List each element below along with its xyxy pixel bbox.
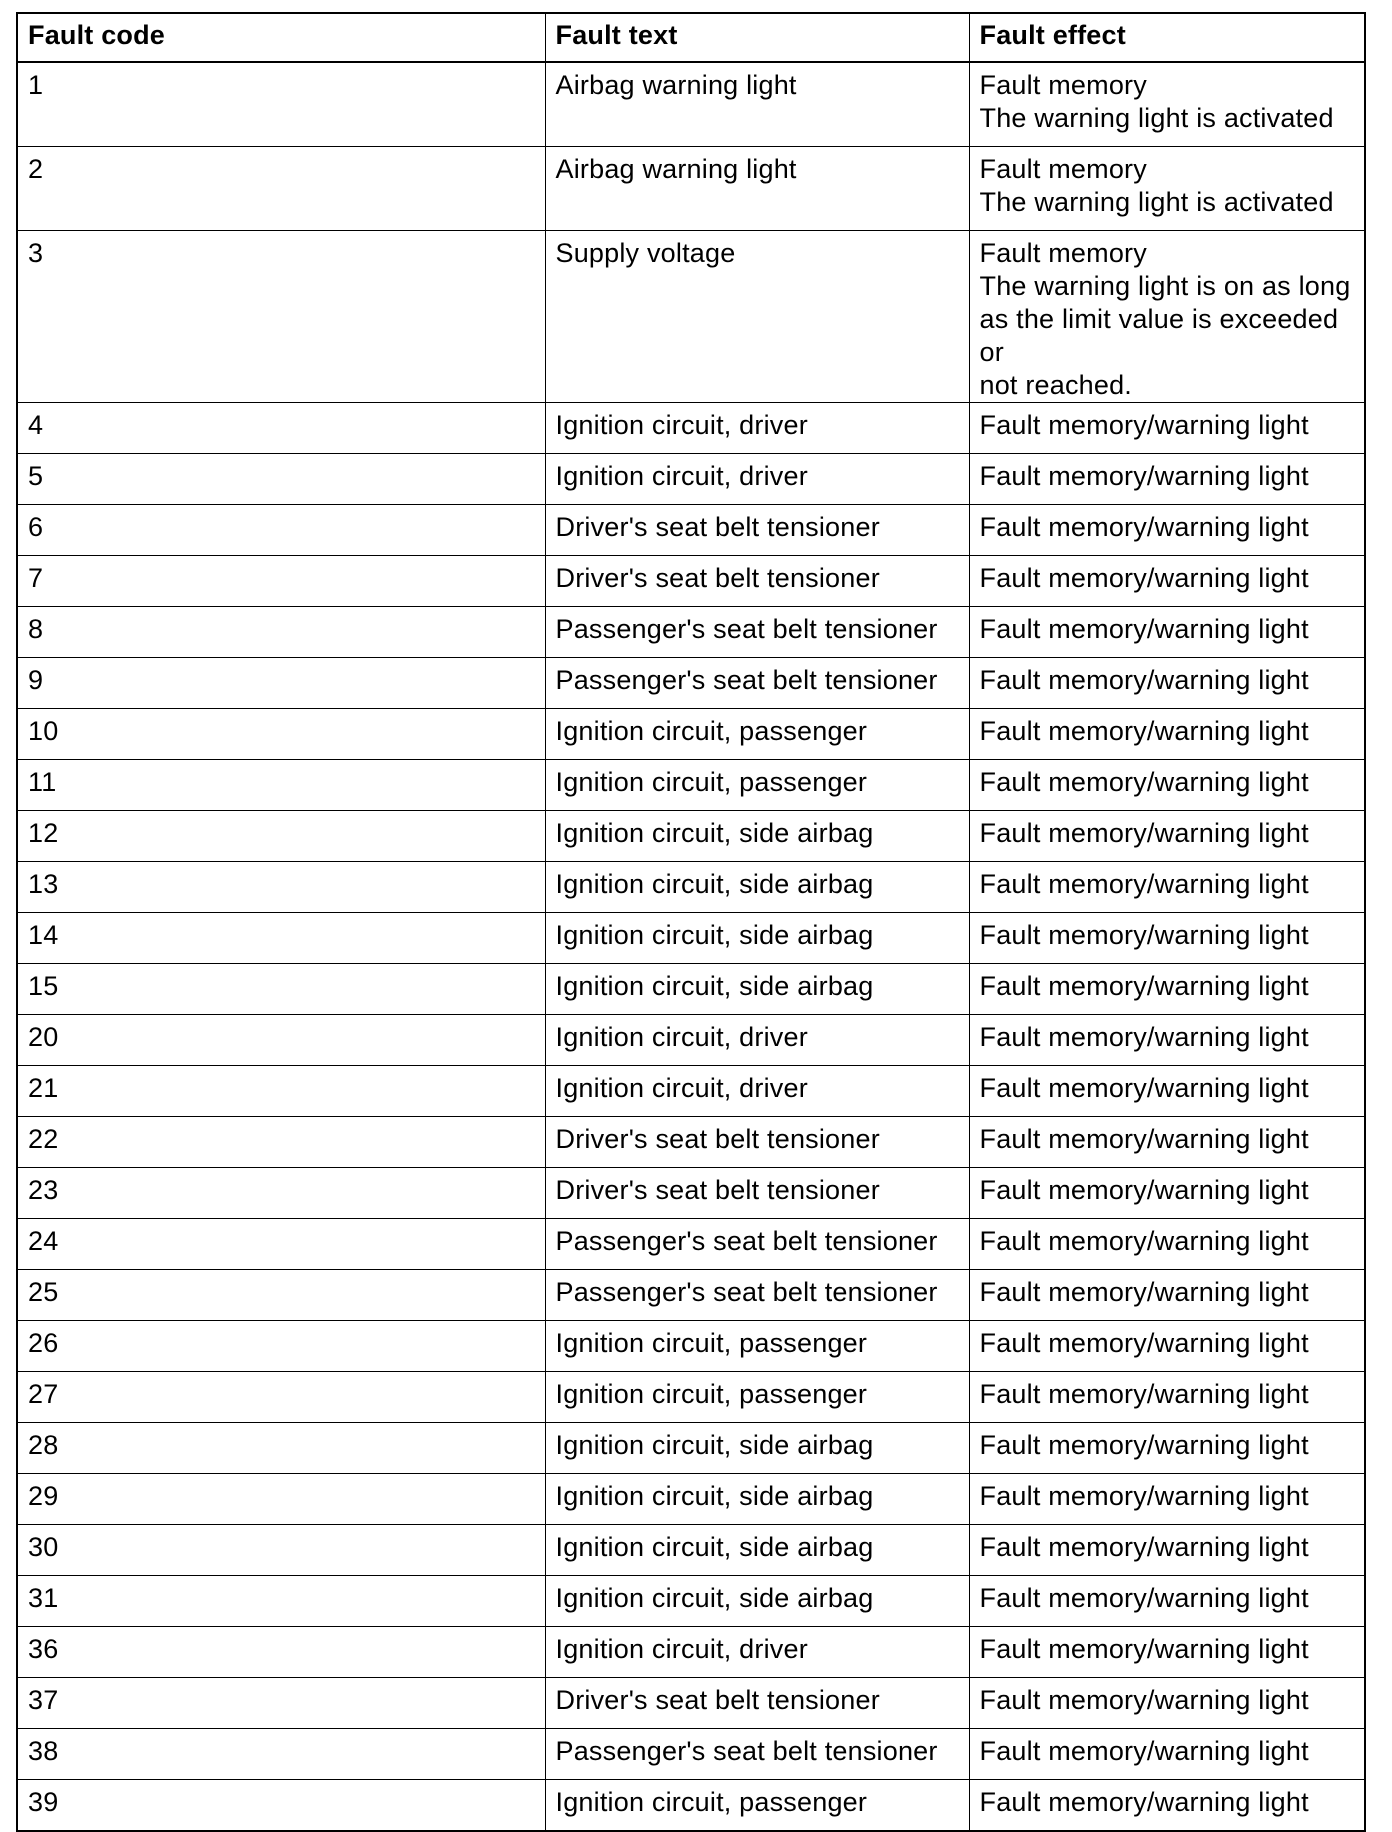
- fault-effect-line: Fault memory: [979, 70, 1147, 100]
- fault-text-cell: Ignition circuit, side airbag: [545, 811, 969, 862]
- fault-effect-line: not reached.: [979, 370, 1133, 400]
- fault-code-cell: 10: [17, 709, 545, 760]
- fault-effect-cell: [969, 1780, 1365, 1832]
- fault-effect-cell: [969, 913, 1365, 964]
- fault-code-cell: 38: [17, 1729, 545, 1780]
- fault-effect-line: Fault memory/warning light: [979, 767, 1309, 797]
- fault-effect-cell: [969, 505, 1365, 556]
- fault-effect-cell: [969, 1576, 1365, 1627]
- fault-effect-line: Fault memory/warning light: [979, 869, 1309, 899]
- fault-effect-cell: [969, 607, 1365, 658]
- fault-code-table: [16, 12, 1366, 1832]
- fault-effect-line: Fault memory/warning light: [979, 1787, 1309, 1817]
- fault-effect-cell: [969, 1321, 1365, 1372]
- fault-text-cell: Ignition circuit, driver: [545, 403, 969, 454]
- fault-effect-cell: [969, 231, 1365, 403]
- fault-text-cell: Ignition circuit, passenger: [545, 1780, 969, 1832]
- fault-text-cell: Ignition circuit, side airbag: [545, 913, 969, 964]
- fault-code-cell: 8: [17, 607, 545, 658]
- fault-text-cell: Supply voltage: [545, 231, 969, 403]
- fault-text-cell: Airbag warning light: [545, 62, 969, 147]
- fault-effect-cell: [969, 658, 1365, 709]
- table-row: [17, 556, 1365, 607]
- fault-code-cell: 2: [17, 147, 545, 231]
- fault-code-cell: 11: [17, 760, 545, 811]
- table-row: [17, 1219, 1365, 1270]
- fault-code-cell: 25: [17, 1270, 545, 1321]
- fault-effect-line: Fault memory/warning light: [979, 512, 1309, 542]
- fault-text-cell: Ignition circuit, passenger: [545, 1372, 969, 1423]
- table-row: [17, 231, 1365, 403]
- table-row: [17, 1729, 1365, 1780]
- table-row: [17, 403, 1365, 454]
- fault-effect-line: Fault memory: [979, 238, 1147, 268]
- fault-effect-line: The warning light is activated: [979, 187, 1334, 217]
- table-row: [17, 658, 1365, 709]
- table-row: [17, 1627, 1365, 1678]
- fault-code-cell: 26: [17, 1321, 545, 1372]
- fault-effect-line: The warning light is on as long: [979, 271, 1351, 301]
- fault-effect-line: Fault memory/warning light: [979, 1277, 1309, 1307]
- table-row: [17, 913, 1365, 964]
- fault-effect-line: Fault memory/warning light: [979, 563, 1309, 593]
- fault-effect-cell: [969, 811, 1365, 862]
- fault-effect-line: as the limit value is exceeded or: [979, 304, 1339, 367]
- fault-code-cell: 14: [17, 913, 545, 964]
- fault-effect-cell: [969, 1474, 1365, 1525]
- table-row: [17, 964, 1365, 1015]
- fault-text-cell: Ignition circuit, driver: [545, 1015, 969, 1066]
- fault-code-cell: 31: [17, 1576, 545, 1627]
- fault-code-cell: 4: [17, 403, 545, 454]
- table-row: [17, 62, 1365, 147]
- fault-text-cell: Ignition circuit, side airbag: [545, 862, 969, 913]
- fault-effect-cell: [969, 1729, 1365, 1780]
- fault-effect-cell: [969, 862, 1365, 913]
- table-row: [17, 1474, 1365, 1525]
- fault-effect-cell: [969, 1423, 1365, 1474]
- fault-code-cell: 12: [17, 811, 545, 862]
- fault-effect-line: Fault memory/warning light: [979, 1481, 1309, 1511]
- fault-effect-line: Fault memory/warning light: [979, 614, 1309, 644]
- fault-effect-line: Fault memory/warning light: [979, 665, 1309, 695]
- table-row: [17, 760, 1365, 811]
- fault-effect-line: Fault memory/warning light: [979, 1175, 1309, 1205]
- table-row: [17, 607, 1365, 658]
- fault-effect-line: Fault memory/warning light: [979, 1073, 1309, 1103]
- header-fault-code: Fault code: [17, 13, 545, 62]
- fault-code-cell: 1: [17, 62, 545, 147]
- fault-effect-cell: [969, 1627, 1365, 1678]
- fault-text-cell: Ignition circuit, passenger: [545, 709, 969, 760]
- fault-effect-cell: [969, 403, 1365, 454]
- table-row: [17, 147, 1365, 231]
- table-row: [17, 1780, 1365, 1832]
- fault-text-cell: Driver's seat belt tensioner: [545, 1168, 969, 1219]
- fault-effect-line: The warning light is activated: [979, 103, 1334, 133]
- fault-effect-cell: [969, 1372, 1365, 1423]
- fault-effect-line: Fault memory/warning light: [979, 1226, 1309, 1256]
- fault-effect-line: Fault memory/warning light: [979, 1430, 1309, 1460]
- fault-effect-cell: [969, 1066, 1365, 1117]
- fault-text-cell: Ignition circuit, driver: [545, 454, 969, 505]
- fault-code-cell: 22: [17, 1117, 545, 1168]
- fault-effect-cell: [969, 556, 1365, 607]
- table-row: [17, 1168, 1365, 1219]
- fault-code-cell: 27: [17, 1372, 545, 1423]
- table-row: [17, 1678, 1365, 1729]
- fault-effect-line: Fault memory/warning light: [979, 920, 1309, 950]
- fault-text-cell: Driver's seat belt tensioner: [545, 1678, 969, 1729]
- fault-text-cell: Ignition circuit, passenger: [545, 1321, 969, 1372]
- table-row: [17, 862, 1365, 913]
- fault-code-cell: 13: [17, 862, 545, 913]
- table-row: [17, 709, 1365, 760]
- fault-effect-cell: [969, 1219, 1365, 1270]
- fault-effect-cell: [969, 1525, 1365, 1576]
- table-row: [17, 1270, 1365, 1321]
- fault-effect-line: Fault memory: [979, 154, 1147, 184]
- fault-text-cell: Passenger's seat belt tensioner: [545, 1729, 969, 1780]
- fault-code-cell: 28: [17, 1423, 545, 1474]
- fault-code-cell: 24: [17, 1219, 545, 1270]
- fault-text-cell: Ignition circuit, driver: [545, 1066, 969, 1117]
- fault-text-cell: Ignition circuit, side airbag: [545, 1474, 969, 1525]
- fault-effect-line: Fault memory/warning light: [979, 1532, 1309, 1562]
- fault-effect-line: Fault memory/warning light: [979, 1634, 1309, 1664]
- fault-text-cell: Passenger's seat belt tensioner: [545, 1270, 969, 1321]
- fault-effect-cell: [969, 1168, 1365, 1219]
- table-row: [17, 454, 1365, 505]
- table-row: [17, 505, 1365, 556]
- fault-effect-cell: [969, 147, 1365, 231]
- fault-text-cell: Passenger's seat belt tensioner: [545, 607, 969, 658]
- fault-effect-line: Fault memory/warning light: [979, 1379, 1309, 1409]
- fault-effect-cell: [969, 709, 1365, 760]
- table-row: [17, 1117, 1365, 1168]
- table-row: [17, 1066, 1365, 1117]
- fault-effect-cell: [969, 1270, 1365, 1321]
- table-body: [17, 62, 1365, 1831]
- fault-effect-line: Fault memory/warning light: [979, 1328, 1309, 1358]
- table-header-row: [17, 13, 1365, 62]
- fault-effect-line: Fault memory/warning light: [979, 716, 1309, 746]
- fault-code-cell: 9: [17, 658, 545, 709]
- fault-text-cell: Airbag warning light: [545, 147, 969, 231]
- fault-effect-line: Fault memory/warning light: [979, 1022, 1309, 1052]
- fault-code-cell: 37: [17, 1678, 545, 1729]
- fault-effect-line: Fault memory/warning light: [979, 971, 1309, 1001]
- fault-effect-cell: [969, 1015, 1365, 1066]
- fault-effect-cell: [969, 760, 1365, 811]
- fault-text-cell: Ignition circuit, driver: [545, 1627, 969, 1678]
- fault-code-cell: 29: [17, 1474, 545, 1525]
- fault-effect-cell: [969, 62, 1365, 147]
- fault-text-cell: Driver's seat belt tensioner: [545, 505, 969, 556]
- header-fault-effect: Fault effect: [969, 13, 1365, 62]
- fault-text-cell: Driver's seat belt tensioner: [545, 1117, 969, 1168]
- fault-code-cell: 23: [17, 1168, 545, 1219]
- fault-code-cell: 15: [17, 964, 545, 1015]
- table-row: [17, 811, 1365, 862]
- table-row: [17, 1423, 1365, 1474]
- fault-text-cell: Passenger's seat belt tensioner: [545, 658, 969, 709]
- table-row: [17, 1015, 1365, 1066]
- fault-effect-line: Fault memory/warning light: [979, 461, 1309, 491]
- fault-code-cell: 39: [17, 1780, 545, 1832]
- fault-effect-cell: [969, 1678, 1365, 1729]
- table-row: [17, 1372, 1365, 1423]
- table-row: [17, 1525, 1365, 1576]
- header-fault-text: Fault text: [545, 13, 969, 62]
- fault-text-cell: Ignition circuit, passenger: [545, 760, 969, 811]
- fault-code-cell: 20: [17, 1015, 545, 1066]
- fault-effect-line: Fault memory/warning light: [979, 1583, 1309, 1613]
- fault-effect-line: Fault memory/warning light: [979, 1685, 1309, 1715]
- fault-code-cell: 5: [17, 454, 545, 505]
- fault-effect-line: Fault memory/warning light: [979, 1124, 1309, 1154]
- fault-text-cell: Ignition circuit, side airbag: [545, 1525, 969, 1576]
- fault-text-cell: Ignition circuit, side airbag: [545, 1423, 969, 1474]
- fault-effect-cell: [969, 454, 1365, 505]
- fault-text-cell: Ignition circuit, side airbag: [545, 1576, 969, 1627]
- fault-text-cell: Passenger's seat belt tensioner: [545, 1219, 969, 1270]
- fault-effect-line: Fault memory/warning light: [979, 1736, 1309, 1766]
- fault-effect-cell: [969, 1117, 1365, 1168]
- fault-effect-line: Fault memory/warning light: [979, 410, 1309, 440]
- fault-text-cell: Ignition circuit, side airbag: [545, 964, 969, 1015]
- fault-code-cell: 7: [17, 556, 545, 607]
- fault-code-cell: 3: [17, 231, 545, 403]
- fault-effect-line: Fault memory/warning light: [979, 818, 1309, 848]
- fault-code-cell: 30: [17, 1525, 545, 1576]
- fault-code-cell: 21: [17, 1066, 545, 1117]
- fault-code-table-container: [16, 12, 1364, 1832]
- table-row: [17, 1576, 1365, 1627]
- fault-effect-cell: [969, 964, 1365, 1015]
- fault-code-cell: 6: [17, 505, 545, 556]
- fault-text-cell: Driver's seat belt tensioner: [545, 556, 969, 607]
- fault-code-cell: 36: [17, 1627, 545, 1678]
- table-row: [17, 1321, 1365, 1372]
